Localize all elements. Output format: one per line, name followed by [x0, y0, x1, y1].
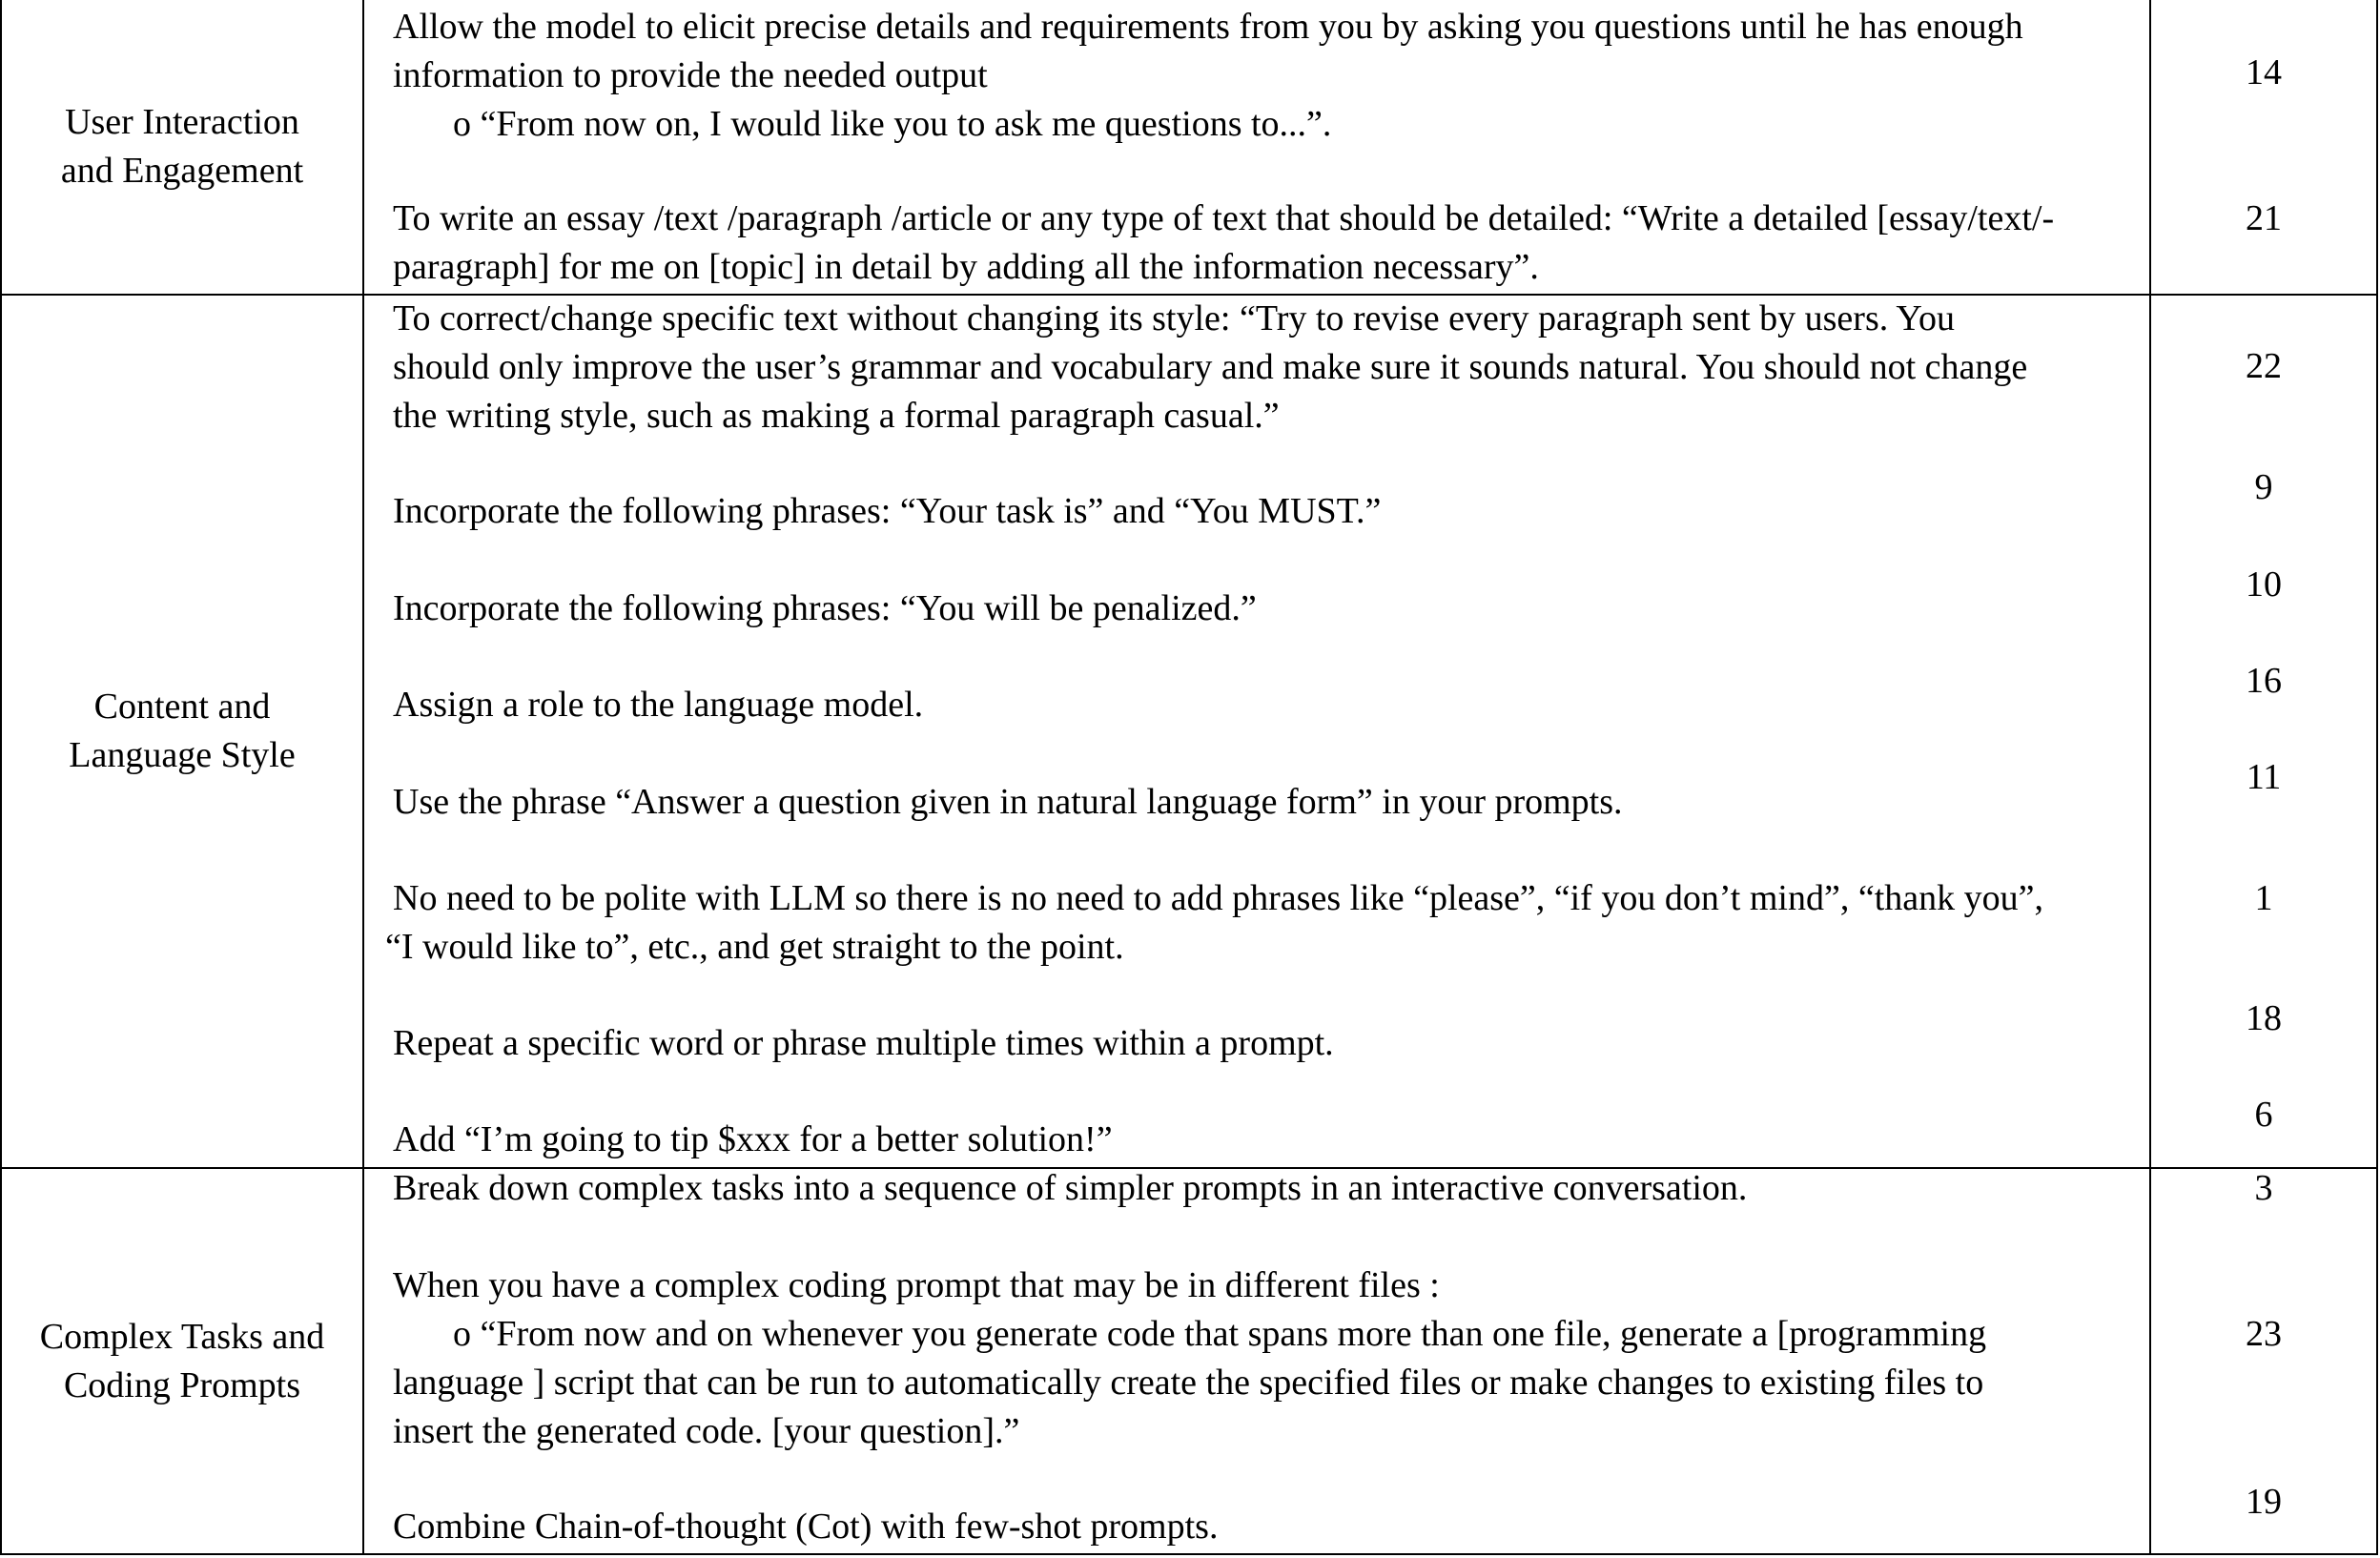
principle-text	[393, 1019, 2138, 1068]
column-divider-category	[362, 0, 364, 1555]
text-line: When you have a complex coding prompt that may be in different files :	[393, 1265, 1440, 1305]
text-line: the writing style, such as making a formal paragraph casual.”	[393, 396, 1280, 436]
text-line: Allow the model to elicit precise details and requirements from you by asking you questions until he has enough	[393, 7, 2023, 47]
text-line: information to provide the needed output	[393, 55, 988, 95]
text-line: o “From now on, I would like you to ask me questions to...”.	[453, 104, 1332, 144]
text-line: language ] script that can be run to automatically create the specified files or make changes to existing files to	[393, 1363, 1984, 1403]
principle-number: 10	[2246, 564, 2282, 605]
principle-text	[393, 3, 2138, 149]
text-line: paragraph] for me on [topic] in detail by adding all the information necessary”.	[393, 247, 1539, 287]
text-line: Break down complex tasks into a sequence of simpler prompts in an interactive conversation.	[393, 1168, 1748, 1208]
category-line: Language Style	[69, 735, 296, 775]
table-border-right	[2376, 0, 2378, 1555]
principle-number: 21	[2246, 198, 2282, 238]
text-line: Repeat a specific word or phrase multiple times within a prompt.	[393, 1023, 1334, 1063]
text-line: Use the phrase “Answer a question given in natural language form” in your prompts.	[393, 782, 1623, 822]
category-line: Content and	[93, 687, 271, 727]
principle-text	[385, 874, 2130, 972]
text-line: To write an essay /text /paragraph /article or any type of text that should be detailed: “Write a detailed [essay/text/-	[393, 198, 2055, 238]
category-line: and Engagement	[60, 151, 304, 191]
principle-text	[393, 295, 2138, 441]
text-line: “I would like to”, etc., and get straight to the point.	[385, 927, 1124, 967]
text-line: insert the generated code. [your question].”	[393, 1411, 1020, 1451]
principle-number: 3	[2254, 1168, 2273, 1208]
category-line: Coding Prompts	[63, 1364, 301, 1405]
text-line: Incorporate the following phrases: “You will be penalized.”	[393, 588, 1257, 628]
text-line: No need to be polite with LLM so there is no need to add phrases like “please”, “if you don’t mind”, “thank you”,	[393, 878, 2044, 918]
principle-number: 9	[2254, 467, 2273, 507]
principle-number: 22	[2246, 346, 2282, 386]
principle-number: 14	[2246, 52, 2282, 92]
principle-number: 18	[2246, 998, 2282, 1038]
category-line: User Interaction	[65, 102, 299, 142]
category-cell	[2, 296, 362, 1167]
principle-number: 11	[2246, 757, 2282, 797]
text-line: Combine Chain-of-thought (Cot) with few-shot prompts.	[393, 1507, 1219, 1547]
principle-number: 19	[2246, 1482, 2282, 1522]
principle-text	[393, 487, 2138, 536]
category-cell	[2, 1169, 362, 1553]
principle-text	[393, 584, 2138, 633]
principle-number: 16	[2246, 661, 2282, 701]
text-line: Incorporate the following phrases: “Your task is” and “You MUST.”	[393, 491, 1382, 531]
category-cell	[2, 0, 362, 294]
principle-number: 1	[2254, 878, 2273, 918]
text-line: To correct/change specific text without changing its style: “Try to revise every paragraph sent by users. You	[393, 298, 1955, 338]
principle-text	[393, 681, 2138, 729]
category-line: Complex Tasks and	[39, 1316, 325, 1357]
principle-number: 6	[2254, 1095, 2273, 1135]
principle-text	[393, 778, 2138, 827]
principle-number: 23	[2246, 1314, 2282, 1354]
principle-text	[393, 195, 2138, 292]
text-line: Add “I’m going to tip $xxx for a better solution!”	[393, 1119, 1113, 1159]
text-line: should only improve the user’s grammar and vocabulary and make sure it sounds natural. You should not change	[393, 347, 2028, 387]
principle-text	[393, 1261, 2138, 1456]
table-border-bottom	[0, 1553, 2376, 1555]
principle-text	[393, 1503, 2138, 1551]
principle-text	[393, 1116, 2138, 1164]
principle-text	[393, 1164, 2138, 1213]
text-line: o “From now and on whenever you generate code that spans more than one file, generate a [programming	[453, 1314, 1987, 1354]
text-line: Assign a role to the language model.	[393, 685, 924, 725]
